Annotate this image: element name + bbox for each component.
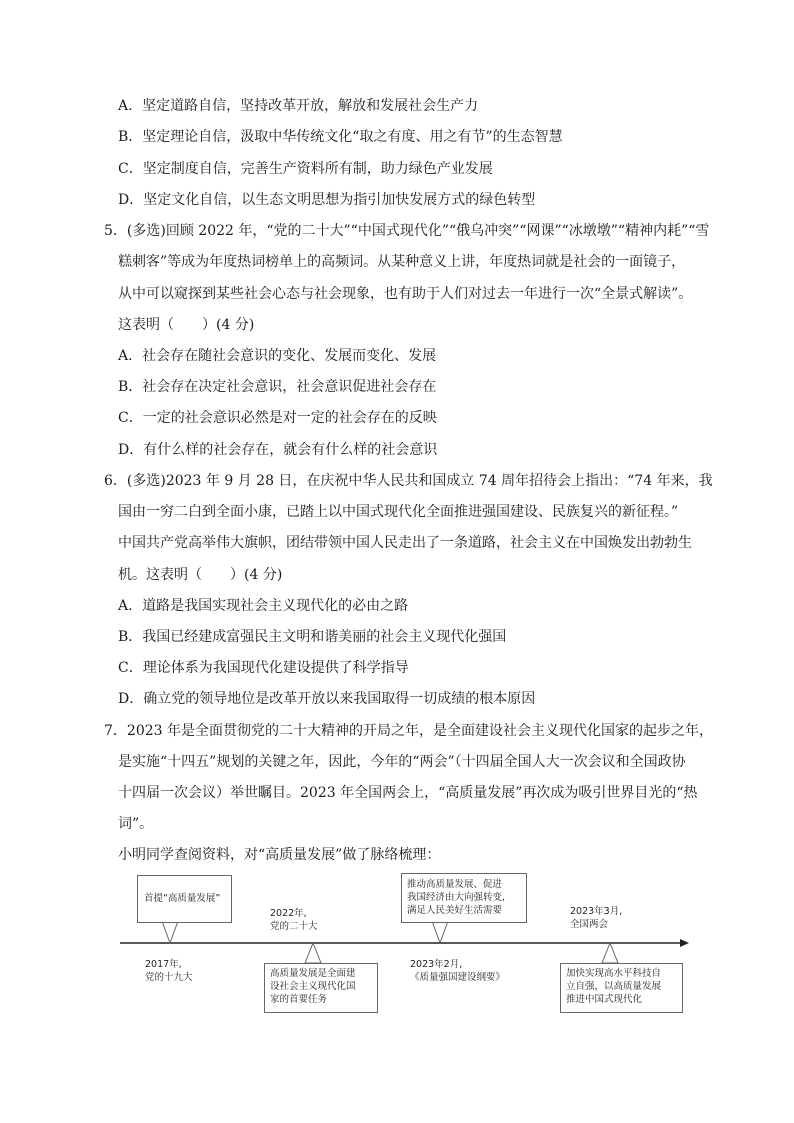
q5-stem-line-3: 从中可以窥探到某些社会心态与社会现象，也有助于人们对过去一年进行一次“全景式解读”。 bbox=[118, 286, 693, 302]
timeline-box-first-proposal bbox=[137, 875, 232, 923]
box3-line-2: 我国经济由大向强转变, bbox=[407, 892, 506, 903]
q4-option-a: A．坚定道路自信，坚持改革开放，解放和发展社会生产力 bbox=[118, 98, 479, 114]
date2-year: 2022年, bbox=[270, 908, 307, 919]
box4-line-2: 立自强，以高质量发展 bbox=[566, 981, 662, 992]
timeline-arrowhead bbox=[680, 939, 689, 947]
box3-text bbox=[407, 878, 505, 917]
box2-line-1: 高质量发展是全面建 bbox=[270, 968, 356, 979]
q4-option-c: C．坚定制度自信，完善生产资料所有制，助力绿色产业发展 bbox=[118, 161, 493, 177]
timeline-box-tech-self-reliance bbox=[560, 963, 683, 1013]
q5-option-a: A．社会存在随社会意识的变化、发展而变化、发展 bbox=[118, 348, 437, 364]
date2-event: 党的二十大 bbox=[270, 921, 318, 932]
q7-intro: 小明同学查阅资料，对“高质量发展”做了脉络梳理： bbox=[118, 847, 441, 863]
timeline-box-primary-task bbox=[264, 963, 378, 1013]
box3-line-3: 满足人民美好生活需要 bbox=[407, 905, 503, 916]
date3-event: 《质量强国建设纲要》 bbox=[410, 972, 506, 983]
box2-pointer bbox=[305, 943, 321, 963]
q7-stem-line-4: 词”。 bbox=[118, 816, 154, 832]
box3-pointer bbox=[432, 921, 448, 943]
box4-pointer bbox=[602, 943, 618, 963]
q6-option-d: D．确立党的领导地位是改革开放以来我国取得一切成绩的根本原因 bbox=[118, 691, 536, 707]
box2-line-3: 家的首要任务 bbox=[270, 994, 328, 1005]
box2-text bbox=[270, 967, 356, 1006]
date1-year: 2017年, bbox=[145, 959, 182, 970]
q7-stem-line-1: 7．2023 年是全面贯彻党的二十大精神的开局之年，是全面建设社会主义现代化国家的起步之年， bbox=[104, 723, 713, 739]
q6-stem-line-2: 国由一穷二白到全面小康，已踏上以中国式现代化全面推进强国建设、民族复兴的新征程。” bbox=[118, 504, 679, 520]
q7-stem-line-2: 是实施“十四五”规划的关键之年，因此，今年的“两会”（十四届全国人大一次会议和全国政协 bbox=[118, 754, 686, 770]
q5-stem-line-1: 5．(多选)回顾 2022 年，“党的二十大”“中国式现代化”“俄乌冲突”“网课”“冰墩墩”“精神内耗”“雪 bbox=[104, 223, 710, 239]
q7-stem-line-3: 十四届一次会议）举世瞩目。2023 年全国两会上，“高质量发展”再次成为吸引世界目光的“热 bbox=[118, 785, 698, 801]
box4-line-1: 加快实现高水平科技自 bbox=[566, 968, 662, 979]
q6-stem-line-1: 6．(多选)2023 年 9 月 28 日，在庆祝中华人民共和国成立 74 周年招待会上指出：“74 年来，我 bbox=[104, 473, 713, 489]
q6-option-a: A．道路是我国实现社会主义现代化的必由之路 bbox=[118, 598, 409, 614]
box1-pointer bbox=[162, 921, 178, 943]
q6-option-c: C．理论体系为我国现代化建设提供了科学指导 bbox=[118, 660, 409, 676]
box3-line-1: 推动高质量发展、促进 bbox=[407, 879, 503, 890]
date1-event: 党的十九大 bbox=[145, 972, 193, 983]
box4-text bbox=[566, 967, 661, 1006]
q6-stem-line-3: 中国共产党高举伟大旗帜，团结带领中国人民走出了一条道路，社会主义在中国焕发出勃勃生 bbox=[118, 535, 692, 551]
date4-event: 全国两会 bbox=[570, 919, 609, 930]
timeline-date-2022 bbox=[270, 907, 318, 933]
box1-text: 首提“高质量发展” bbox=[144, 893, 221, 904]
date3-year: 2023年2月, bbox=[410, 959, 463, 970]
timeline-date-2017 bbox=[145, 958, 193, 984]
box4-line-3: 推进中国式现代化 bbox=[566, 994, 643, 1005]
q5-stem-line-4: 这表明（ ）(4 分) bbox=[118, 317, 255, 333]
q6-option-b: B．我国已经建成富强民主文明和谐美丽的社会主义现代化强国 bbox=[118, 629, 507, 645]
q5-option-c: C．一定的社会意识必然是对一定的社会存在的反映 bbox=[118, 410, 437, 426]
q5-stem-line-2: 糕刺客”等成为年度热词榜单上的高频词。从某种意义上讲，年度热词就是社会的一面镜子， bbox=[118, 254, 686, 270]
timeline-date-2023-feb bbox=[410, 958, 505, 984]
q4-option-d: D．坚定文化自信，以生态文明思想为指引加快发展方式的绿色转型 bbox=[118, 192, 536, 208]
q6-stem-line-4: 机。这表明（ ）(4 分) bbox=[118, 567, 283, 583]
timeline-date-2023-mar bbox=[570, 905, 622, 931]
q5-option-d: D．有什么样的社会存在，就会有什么样的社会意识 bbox=[118, 442, 438, 458]
timeline-box-economy-transformation bbox=[401, 873, 527, 923]
q4-option-b: B．坚定理论自信，汲取中华传统文化“取之有度、用之有节”的生态智慧 bbox=[118, 129, 563, 145]
box2-line-2: 设社会主义现代化国 bbox=[270, 981, 356, 992]
date4-year: 2023年3月, bbox=[570, 906, 623, 917]
q5-option-b: B．社会存在决定社会意识，社会意识促进社会存在 bbox=[118, 379, 437, 395]
